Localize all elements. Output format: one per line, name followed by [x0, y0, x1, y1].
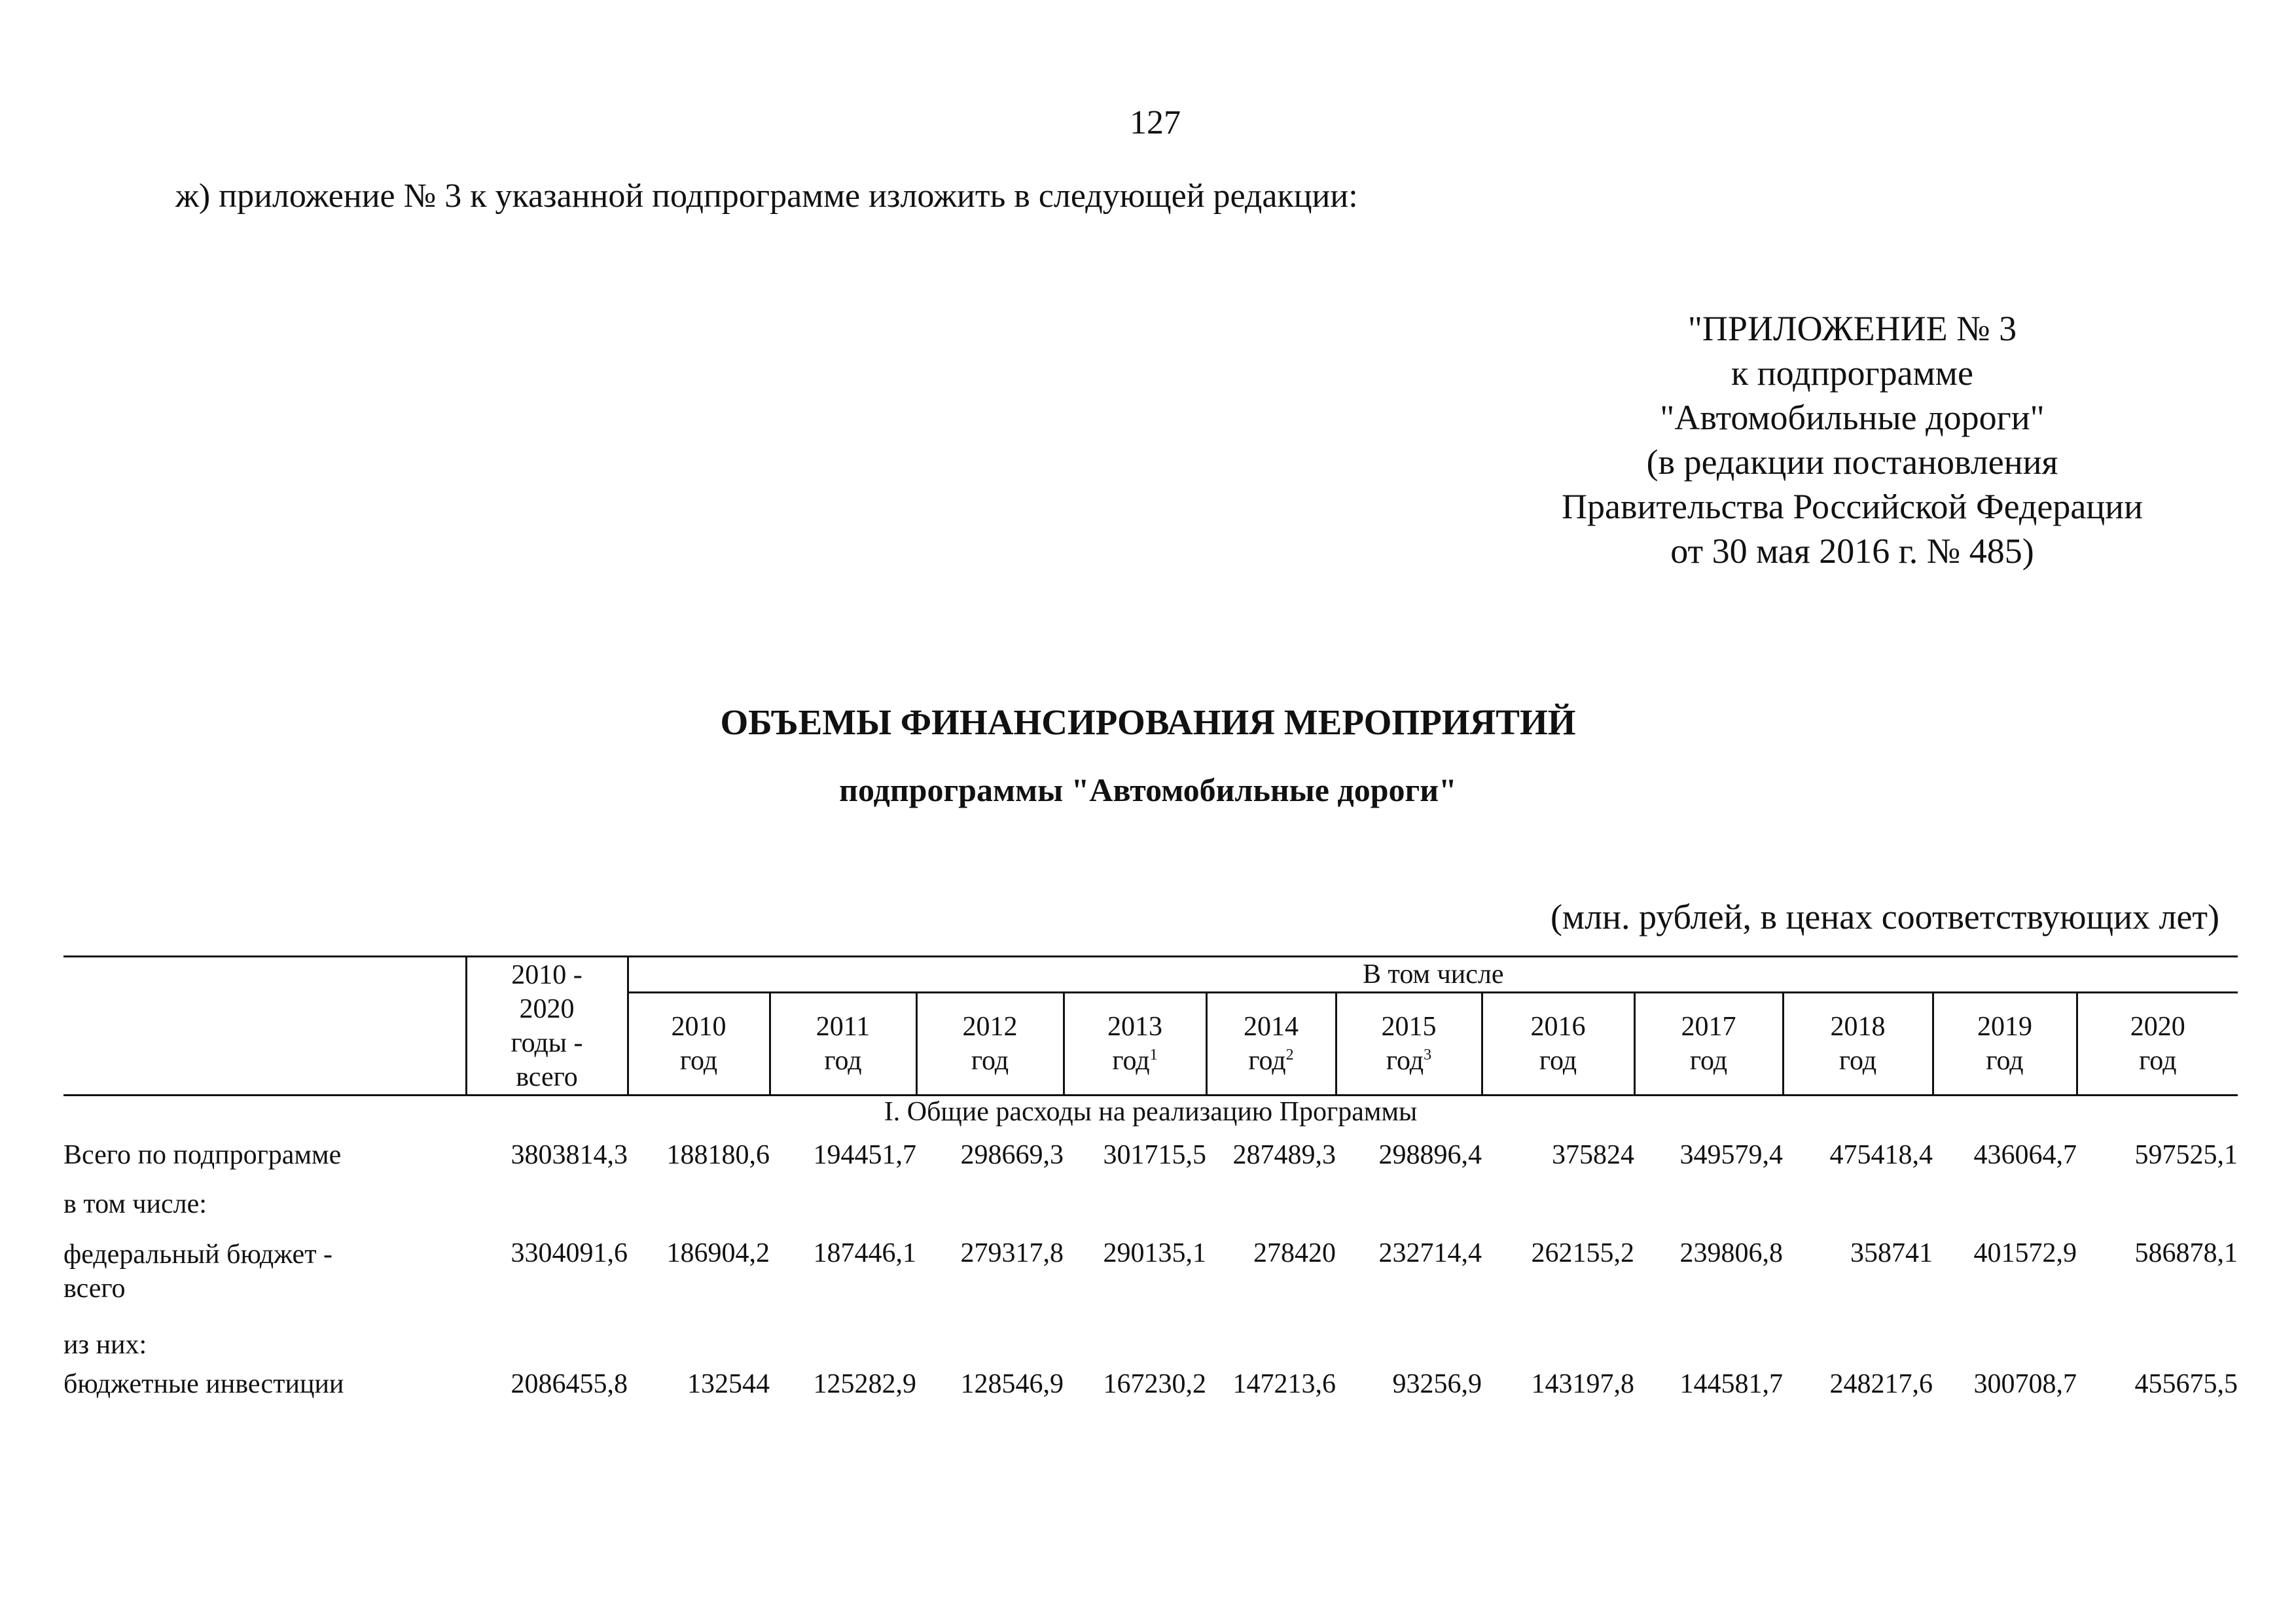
- header-including: В том числе: [628, 957, 2238, 993]
- year-word: год: [971, 1046, 1009, 1076]
- header-total-cell: [466, 957, 628, 1096]
- row-label: [63, 1238, 466, 1329]
- value-cell: 232714,4: [1378, 1238, 1482, 1268]
- section-row: [63, 1096, 2238, 1140]
- value-cell: 128546,9: [960, 1369, 1064, 1399]
- value-cell: 2086455,8: [511, 1369, 628, 1399]
- year-header-cell: [2077, 993, 2238, 1096]
- header-total-line: 2010 -: [511, 959, 583, 990]
- row-label-line: всего: [63, 1274, 126, 1304]
- value-cell: 239806,8: [1679, 1238, 1783, 1268]
- value-cell: 278420: [1253, 1238, 1336, 1268]
- appendix-block: [1460, 306, 2245, 573]
- row-label: бюджетные инвестиции: [63, 1369, 344, 1399]
- year-word: год: [679, 1046, 718, 1076]
- year-header-cell: [1783, 993, 1933, 1096]
- value-cell: 349579,4: [1679, 1140, 1783, 1170]
- value-cell: 194451,7: [813, 1140, 916, 1170]
- value-cell: 188180,6: [666, 1140, 770, 1170]
- year-number: 2018: [1830, 1012, 1886, 1042]
- value-cell: 248217,6: [1829, 1369, 1933, 1399]
- value-cell: 187446,1: [813, 1238, 916, 1268]
- year-header-cell: [1482, 993, 1634, 1096]
- row-label: в том числе:: [63, 1189, 207, 1219]
- year-header-cell: [916, 993, 1064, 1096]
- year-word: год: [1539, 1046, 1577, 1076]
- year-header-cell: [628, 993, 770, 1096]
- year-number: 2013: [1107, 1012, 1162, 1042]
- year-number: 2015: [1381, 1012, 1437, 1042]
- value-cell: 358741: [1850, 1238, 1933, 1268]
- year-header-cell: [770, 993, 916, 1096]
- year-header-cell: [1336, 993, 1482, 1096]
- year-word: год$^3$: [1386, 1046, 1432, 1076]
- value-cell: 167230,2: [1103, 1369, 1206, 1399]
- appendix-line: Правительства Российской Федерации: [1562, 487, 2143, 526]
- intro-text: ж) приложение № 3 к указанной подпрограмме изложить в следующей редакции:: [175, 177, 1358, 215]
- value-cell: 3304091,6: [511, 1238, 628, 1268]
- value-cell: 287489,3: [1232, 1140, 1336, 1170]
- value-cell: 290135,1: [1103, 1238, 1206, 1268]
- value-cell: 3803814,3: [511, 1140, 628, 1170]
- row-label: Всего по подпрограмме: [63, 1140, 342, 1170]
- value-cell: 132544: [687, 1369, 770, 1399]
- year-number: 2016: [1530, 1012, 1586, 1042]
- value-cell: 147213,6: [1232, 1369, 1336, 1399]
- year-word: год$^2$: [1248, 1046, 1294, 1076]
- section-title: I. Общие расходы на реализацию Программы: [884, 1097, 1418, 1127]
- value-cell: 375824: [1552, 1140, 1634, 1170]
- year-header-cell: [1064, 993, 1206, 1096]
- year-word: год: [2139, 1046, 2177, 1076]
- value-cell: 436064,7: [1973, 1140, 2077, 1170]
- year-number: 2014: [1244, 1012, 1299, 1042]
- appendix-line: "Автомобильные дороги": [1660, 398, 2045, 437]
- value-cell: 93256,9: [1392, 1369, 1482, 1399]
- header-total-line: 2020: [519, 993, 575, 1024]
- units-note: (млн. рублей, в ценах соответствующих лет): [1550, 897, 2219, 936]
- header-total-line: годы -: [511, 1027, 583, 1058]
- value-cell: 143197,8: [1531, 1369, 1634, 1399]
- year-header-cell: [1933, 993, 2077, 1096]
- header-label-cell: [63, 957, 466, 1096]
- table-row-investments: [63, 1368, 2238, 1418]
- value-cell: 301715,5: [1103, 1140, 1206, 1170]
- value-cell: 475418,4: [1829, 1140, 1933, 1170]
- year-word: год: [824, 1046, 862, 1076]
- year-number: 2019: [1977, 1012, 2032, 1042]
- year-number: 2011: [816, 1012, 870, 1042]
- value-cell: 186904,2: [666, 1238, 770, 1268]
- page-number: 127: [1130, 104, 1181, 141]
- appendix-line: "ПРИЛОЖЕНИЕ № 3: [1687, 309, 2017, 348]
- value-cell: 401572,9: [1973, 1238, 2077, 1268]
- value-cell: 298669,3: [960, 1140, 1064, 1170]
- appendix-line: (в редакции постановления: [1646, 442, 2058, 482]
- table-row-federal: [63, 1238, 2238, 1329]
- footnote-marker: 3: [1424, 1046, 1432, 1063]
- year-number: 2010: [671, 1012, 726, 1042]
- year-header-cell: [1206, 993, 1336, 1096]
- year-word: год: [1839, 1046, 1877, 1076]
- value-cell: 586878,1: [2134, 1238, 2238, 1268]
- year-word: год$^1$: [1112, 1046, 1158, 1076]
- year-number: 2012: [962, 1012, 1018, 1042]
- header-total-line: всего: [516, 1061, 578, 1092]
- document-title: ОБЪЕМЫ ФИНАНСИРОВАНИЯ МЕРОПРИЯТИЙ: [720, 702, 1576, 742]
- footnote-marker: 1: [1149, 1046, 1158, 1063]
- table-row-including: [63, 1188, 2238, 1238]
- year-number: 2020: [2130, 1012, 2185, 1042]
- value-cell: 455675,5: [2134, 1369, 2238, 1399]
- appendix-line: к подпрограмме: [1731, 353, 1973, 393]
- year-header-cell: [1634, 993, 1783, 1096]
- value-cell: 279317,8: [960, 1238, 1064, 1268]
- year-word: год: [1986, 1046, 2024, 1076]
- footnote-marker: 2: [1285, 1046, 1294, 1063]
- appendix-line: от 30 мая 2016 г. № 485): [1670, 531, 2034, 571]
- document-subtitle: подпрограммы "Автомобильные дороги": [839, 772, 1457, 808]
- year-word: год: [1689, 1046, 1728, 1076]
- value-cell: 125282,9: [813, 1369, 916, 1399]
- table-row-of-them: [63, 1329, 2238, 1368]
- value-cell: 597525,1: [2134, 1140, 2238, 1170]
- value-cell: 300708,7: [1973, 1369, 2077, 1399]
- value-cell: 144581,7: [1679, 1369, 1783, 1399]
- row-label-line: федеральный бюджет -: [63, 1240, 333, 1270]
- value-cell: 298896,4: [1378, 1140, 1482, 1170]
- table-row-total: [63, 1139, 2238, 1188]
- year-number: 2017: [1681, 1012, 1736, 1042]
- financing-table: [63, 955, 2238, 1418]
- row-label: из них:: [63, 1330, 147, 1360]
- value-cell: 262155,2: [1531, 1238, 1634, 1268]
